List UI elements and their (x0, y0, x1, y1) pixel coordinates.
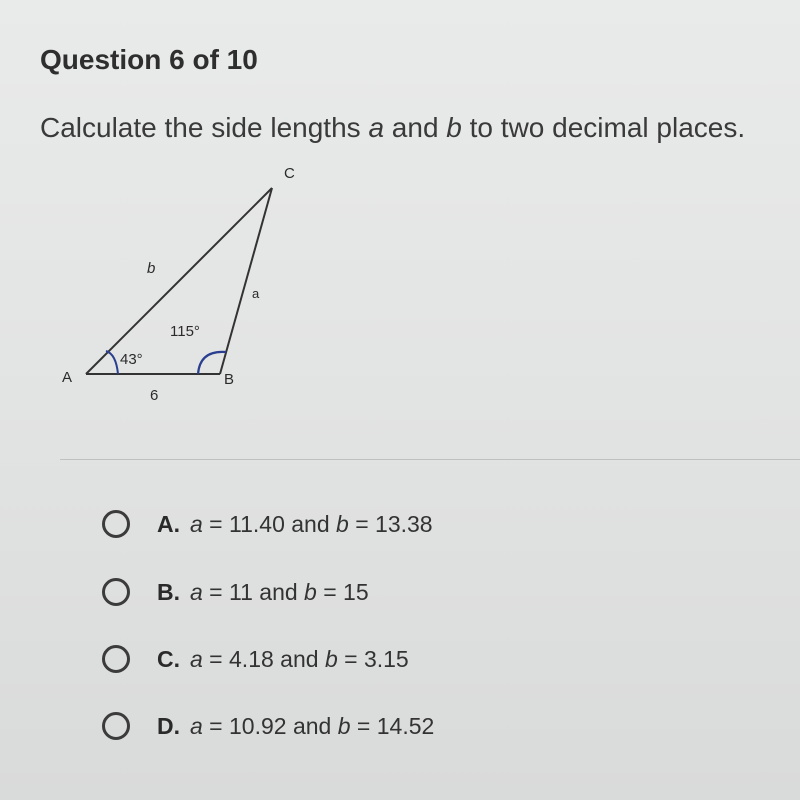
angle-b-label: 115° (170, 323, 200, 340)
radio-button-d[interactable] (102, 712, 130, 740)
side-ab-label: 6 (150, 387, 159, 404)
side-b-label: b (147, 260, 156, 277)
radio-button-b[interactable] (102, 578, 130, 606)
choice-letter: B. (157, 578, 180, 605)
vertex-b-label: B (224, 371, 235, 388)
choice-var-a: a (190, 510, 203, 537)
choice-text (190, 646, 409, 673)
choice-letter: A. (157, 510, 180, 537)
choice-b-value: = 14.52 (350, 712, 435, 739)
choice-a-value: = 10.92 and (202, 712, 338, 739)
choice-b-value: = 3.15 (337, 645, 409, 672)
choice-c[interactable] (102, 645, 409, 673)
question-prompt (40, 112, 745, 144)
choice-text (190, 579, 369, 606)
choice-b-value: = 13.38 (348, 510, 433, 537)
prompt-middle: and (384, 112, 447, 143)
side-bc-line (220, 188, 272, 374)
angle-a-arc (106, 351, 118, 374)
choice-a-value: = 11 and (202, 578, 305, 605)
vertex-a-label: A (62, 369, 73, 386)
choice-b[interactable] (102, 578, 369, 606)
side-a-label: a (252, 286, 260, 301)
question-counter: Question 6 of 10 (40, 44, 258, 75)
choice-var-a: a (190, 712, 203, 739)
choice-d[interactable] (102, 712, 434, 740)
choice-a-value: = 11.40 and (202, 510, 337, 537)
choice-var-a: a (190, 578, 203, 605)
choice-letter: C. (157, 645, 180, 672)
prompt-var-a: a (368, 112, 385, 143)
side-ac-line (86, 188, 272, 374)
choice-var-a: a (190, 645, 203, 672)
triangle-diagram (50, 158, 330, 408)
choice-letter: D. (157, 712, 180, 739)
prompt-suffix: to two decimal places. (461, 112, 746, 143)
choice-a-value: = 4.18 and (202, 645, 325, 672)
choice-var-b: b (304, 578, 317, 605)
choice-b-value: = 15 (316, 578, 369, 605)
prompt-prefix: Calculate the side lengths (40, 112, 369, 143)
choice-var-b: b (336, 510, 349, 537)
choice-var-b: b (337, 712, 351, 739)
radio-button-a[interactable] (102, 510, 130, 538)
radio-button-c[interactable] (102, 645, 130, 673)
choice-text (190, 713, 434, 740)
prompt-var-b: b (446, 112, 462, 143)
section-divider (60, 459, 800, 460)
choice-a[interactable] (102, 510, 433, 538)
choice-var-b: b (324, 645, 338, 672)
choice-text (190, 511, 433, 538)
angle-a-label: 43° (120, 351, 143, 368)
vertex-c-label: C (284, 165, 295, 182)
